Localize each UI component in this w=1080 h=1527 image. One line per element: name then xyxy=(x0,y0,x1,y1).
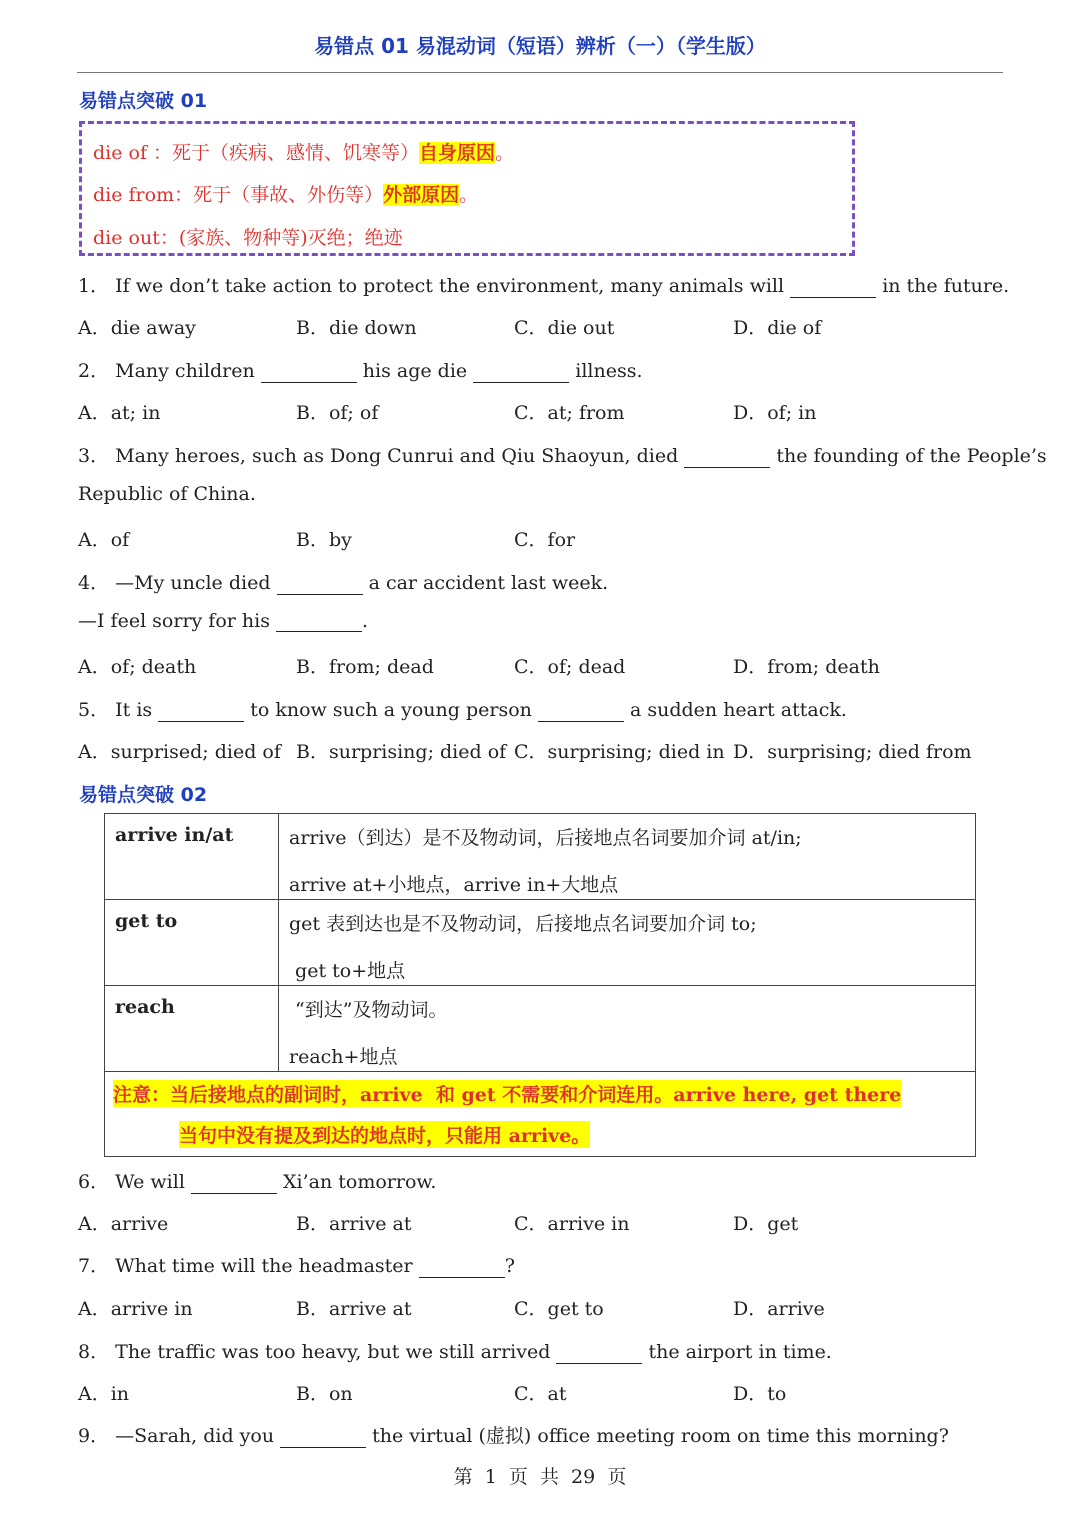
question-text: The traffic was too heavy, but we still arrived xyxy=(115,1341,551,1363)
description-line: reach+地点 xyxy=(289,1046,398,1068)
option-5b[interactable]: B．surprising; died of xyxy=(296,741,507,763)
question-text: It is xyxy=(115,699,153,721)
option-4a[interactable]: A．of; death xyxy=(78,656,197,678)
answer-blank[interactable] xyxy=(158,701,244,722)
question-number: 3． xyxy=(78,445,110,467)
header-rule xyxy=(77,72,1003,73)
question-number: 7． xyxy=(78,1255,110,1277)
definition-tail: 。 xyxy=(459,184,479,206)
option-3c[interactable]: C．for xyxy=(514,529,576,551)
description-line: arrive at+小地点，arrive in+大地点 xyxy=(289,874,619,896)
definition-text: die of ：死于（疾病、感情、饥寒等） xyxy=(93,142,420,164)
option-4b[interactable]: B．from; dead xyxy=(296,656,434,678)
question-1 xyxy=(78,271,1009,298)
option-1c[interactable]: C．die out xyxy=(514,317,615,339)
option-4c[interactable]: C．of; dead xyxy=(514,656,626,678)
option-2d[interactable]: D．of; in xyxy=(733,402,817,424)
question-number: 4． xyxy=(78,572,110,594)
description-line: arrive（到达）是不及物动词，后接地点名词要加介词 at/in; xyxy=(289,827,802,849)
question-text: —I feel sorry for his xyxy=(78,610,270,632)
section-title-1: 易错点突破 01 xyxy=(79,90,208,112)
definition-highlight: 外部原因 xyxy=(383,184,460,206)
question-5 xyxy=(78,695,847,722)
answer-blank[interactable] xyxy=(261,362,357,383)
table-description xyxy=(279,900,976,986)
question-text: Many heroes, such as Dong Cunrui and Qiu Shaoyun, died xyxy=(115,445,679,467)
answer-blank[interactable] xyxy=(419,1257,505,1278)
option-2c[interactable]: C．at; from xyxy=(514,402,625,424)
question-text: —Sarah, did you xyxy=(115,1425,275,1447)
answer-blank[interactable] xyxy=(556,1343,642,1364)
definition-die-of xyxy=(93,138,514,165)
answer-blank[interactable] xyxy=(191,1173,277,1194)
definition-tail: 。 xyxy=(495,142,515,164)
question-3 xyxy=(78,441,1047,468)
table-row xyxy=(105,900,976,986)
table-row xyxy=(105,986,976,1072)
answer-blank[interactable] xyxy=(276,611,362,632)
definition-text: die out：(家族、物种等)灭绝；绝迹 xyxy=(93,227,403,249)
table-row xyxy=(105,814,976,900)
description-line: “到达”及物动词。 xyxy=(289,999,448,1021)
table-term: arrive in/at xyxy=(105,814,279,900)
option-1b[interactable]: B．die down xyxy=(296,317,417,339)
option-6b[interactable]: B．arrive at xyxy=(296,1213,412,1235)
table-note-row xyxy=(105,1072,976,1157)
table-description xyxy=(279,814,976,900)
question-4 xyxy=(78,568,608,595)
question-7 xyxy=(78,1251,515,1278)
question-number: 9． xyxy=(78,1425,110,1447)
comparison-table xyxy=(104,813,976,1157)
question-text: We will xyxy=(115,1171,185,1193)
question-9 xyxy=(78,1421,949,1448)
question-number: 8． xyxy=(78,1341,110,1363)
answer-blank[interactable] xyxy=(473,362,569,383)
definition-die-from xyxy=(93,180,478,207)
question-text: to know such a young person xyxy=(250,699,532,721)
option-7c[interactable]: C．get to xyxy=(514,1298,604,1320)
question-4-reply xyxy=(78,610,368,632)
table-term: reach xyxy=(105,986,279,1072)
question-text: Many children xyxy=(115,360,255,382)
option-3a[interactable]: A．of xyxy=(78,529,130,551)
page-title: 易错点 01 易混动词（短语）辨析（一）（学生版） xyxy=(314,34,766,58)
question-2 xyxy=(78,356,643,383)
question-number: 1． xyxy=(78,275,110,297)
question-text: a sudden heart attack. xyxy=(630,699,847,721)
answer-blank[interactable] xyxy=(538,701,624,722)
table-term: get to xyxy=(105,900,279,986)
definition-text: die from：死于（事故、外伤等） xyxy=(93,184,384,206)
option-5c[interactable]: C．surprising; died in xyxy=(514,741,725,763)
question-text: If we don’t take action to protect the environment, many animals will xyxy=(115,275,785,297)
question-text: Xi’an tomorrow. xyxy=(283,1171,437,1193)
option-7b[interactable]: B．arrive at xyxy=(296,1298,412,1320)
question-number: 5． xyxy=(78,699,110,721)
question-text: the airport in time. xyxy=(648,1341,832,1363)
option-8b[interactable]: B．on xyxy=(296,1383,353,1405)
definition-highlight: 自身原因 xyxy=(419,142,496,164)
option-3b[interactable]: B．by xyxy=(296,529,352,551)
option-2a[interactable]: A．at; in xyxy=(78,402,161,424)
question-number: 6． xyxy=(78,1171,110,1193)
answer-blank[interactable] xyxy=(684,447,770,468)
definition-die-out xyxy=(93,223,403,250)
question-text: ? xyxy=(504,1255,515,1277)
note-line-1: 注意：当后接地点的副词时，arrive 和 get 不需要和介词连用。arrive here, get there xyxy=(113,1080,901,1107)
question-text: his age die xyxy=(362,360,468,382)
page-footer: 第 1 页 共 29 页 xyxy=(453,1466,627,1488)
note-line-2: 当句中没有提及到达的地点时，只能用 arrive。 xyxy=(179,1121,590,1148)
note-cell xyxy=(105,1072,976,1157)
section-title-2: 易错点突破 02 xyxy=(79,784,208,806)
question-text: . xyxy=(362,610,369,632)
answer-blank[interactable] xyxy=(277,574,363,595)
option-7a[interactable]: A．arrive in xyxy=(78,1298,193,1320)
option-4d[interactable]: D．from; death xyxy=(733,656,880,678)
option-6d[interactable]: D．get xyxy=(733,1213,799,1235)
question-text: —My uncle died xyxy=(115,572,271,594)
option-8d[interactable]: D．to xyxy=(733,1383,787,1405)
question-number: 2． xyxy=(78,360,110,382)
option-5a[interactable]: A．surprised; died of xyxy=(78,741,281,763)
question-text: a car accident last week. xyxy=(368,572,609,594)
option-8a[interactable]: A．in xyxy=(78,1383,130,1405)
description-line: get 表到达也是不及物动词，后接地点名词要加介词 to; xyxy=(289,913,757,935)
question-text: What time will the headmaster xyxy=(115,1255,413,1277)
question-8 xyxy=(78,1337,832,1364)
answer-blank[interactable] xyxy=(790,277,876,298)
answer-blank[interactable] xyxy=(280,1427,366,1448)
question-text: the founding of the People’s xyxy=(776,445,1047,467)
description-line: get to+地点 xyxy=(289,960,406,982)
option-5d[interactable]: D．surprising; died from xyxy=(733,741,972,763)
question-6 xyxy=(78,1167,436,1194)
option-6a[interactable]: A．arrive xyxy=(78,1213,169,1235)
question-text: the virtual (虚拟) office meeting room on time this morning? xyxy=(372,1425,949,1447)
option-1a[interactable]: A．die away xyxy=(78,317,196,339)
option-8c[interactable]: C．at xyxy=(514,1383,567,1405)
option-7d[interactable]: D．arrive xyxy=(733,1298,825,1320)
question-text: in the future. xyxy=(882,275,1010,297)
option-6c[interactable]: C．arrive in xyxy=(514,1213,630,1235)
question-text: illness. xyxy=(575,360,643,382)
table-description xyxy=(279,986,976,1072)
option-2b[interactable]: B．of; of xyxy=(296,402,379,424)
question-3-continued: Republic of China. xyxy=(78,483,256,505)
option-1d[interactable]: D．die of xyxy=(733,317,822,339)
